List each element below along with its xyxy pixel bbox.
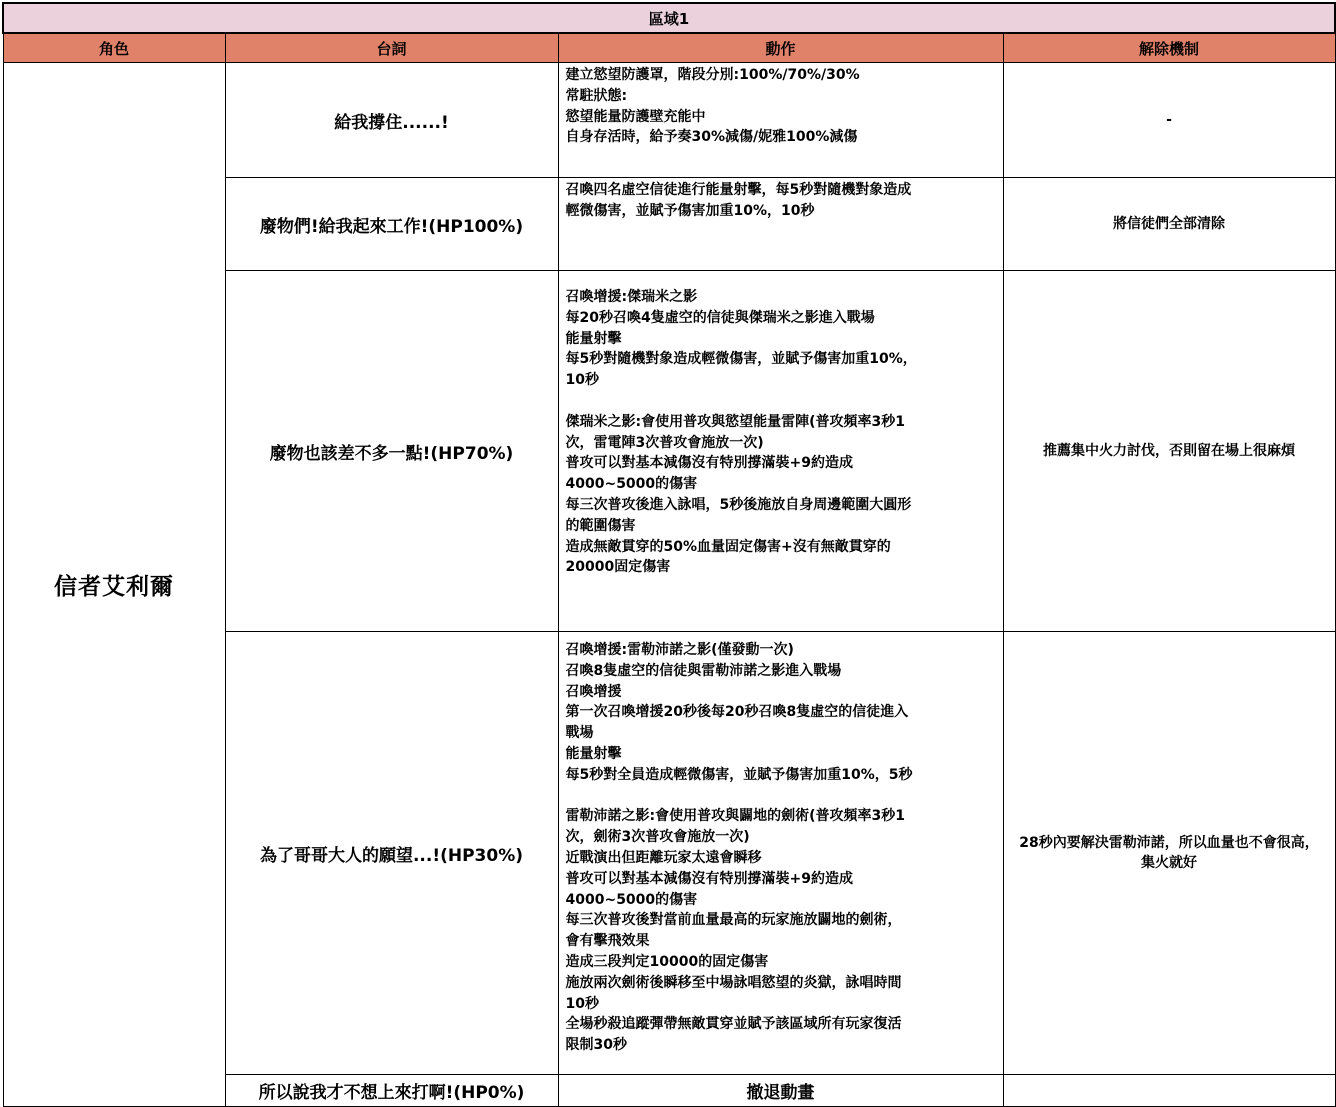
line-cell[interactable]: 所以說我才不想上來打啊!(HP0%) (225, 1075, 558, 1107)
header-role[interactable]: 角色 (3, 33, 225, 63)
line-cell[interactable]: 為了哥哥大人的願望...!(HP30%) (225, 632, 558, 1075)
action-cell[interactable]: 召喚增援:傑瑞米之影 每20秒召喚4隻虛空的信徒與傑瑞米之影進入戰場 能量射擊 每5秒對隨機對象造成輕微傷害，並賦予傷害加重10%， 10秒 傑瑞米之影:會使用普攻與慾望能量雷陣(普攻頻率3秒1 次，雷電陣3次普攻會施放一次) 普攻可以對基本減傷沒有特別撐滿裝+9約造成 4000~5000的傷害 每三次普攻後進入詠唱，5秒後施放自身周邊範圍大圓形 的範圍傷害 造成無敵貫穿的50%血量固定傷害+沒有無敵貫穿的 20000固定傷害 (558, 271, 1003, 632)
line-cell[interactable]: 廢物也該差不多一點!(HP70%) (225, 271, 558, 632)
area-title[interactable]: 區域1 (3, 3, 1335, 33)
remedy-cell[interactable]: 將信徒們全部清除 (1003, 178, 1335, 271)
table-row (3, 63, 1335, 178)
remedy-cell[interactable]: 28秒內要解決雷勒沛諾，所以血量也不會很高，集火就好 (1003, 632, 1335, 1075)
action-cell[interactable]: 建立慾望防護罩，階段分別:100%/70%/30% 常駐狀態: 慾望能量防護壁充能中 自身存活時，給予奏30%減傷/妮雅100%減傷 (558, 63, 1003, 178)
role-cell[interactable]: 信者艾利爾 (3, 63, 225, 1107)
remedy-cell[interactable] (1003, 1075, 1335, 1107)
header-action[interactable]: 動作 (558, 33, 1003, 63)
action-cell[interactable]: 召喚增援:雷勒沛諾之影(僅發動一次) 召喚8隻虛空的信徒與雷勒沛諾之影進入戰場 召喚增援 第一次召喚增援20秒後每20秒召喚8隻虛空的信徒進入 戰場 能量射擊 每5秒對全員造成輕微傷害，並賦予傷害加重10%，5秒 雷勒沛諾之影:會使用普攻與闢地的劍術(普攻頻率3秒1 次，劍術3次普攻會施放一次) 近戰演出但距離玩家太遠會瞬移 普攻可以對基本減傷沒有特別撐滿裝+9約造成 4000~5000的傷害 每三次普攻後對當前血量最高的玩家施放闢地的劍術， 會有擊飛效果 造成三段判定10000的固定傷害 施放兩次劍術後瞬移至中場詠唱慾望的炎獄，詠唱時間 10秒 全場秒殺追蹤彈帶無敵貫穿並賦予該區域所有玩家復活 限制30秒 (558, 632, 1003, 1075)
action-cell[interactable]: 撤退動畫 (558, 1075, 1003, 1107)
action-cell[interactable]: 召喚四名虛空信徒進行能量射擊，每5秒對隨機對象造成 輕微傷害，並賦予傷害加重10%，10秒 (558, 178, 1003, 271)
header-remedy[interactable]: 解除機制 (1003, 33, 1335, 63)
header-line[interactable]: 台詞 (225, 33, 558, 63)
header-row (3, 33, 1335, 63)
line-cell[interactable]: 廢物們!給我起來工作!(HP100%) (225, 178, 558, 271)
boss-mechanics-table (2, 2, 1336, 1107)
line-cell[interactable]: 給我撐住......! (225, 63, 558, 178)
remedy-cell[interactable]: 推薦集中火力討伐，否則留在場上很麻煩 (1003, 271, 1335, 632)
remedy-cell[interactable]: - (1003, 63, 1335, 178)
spreadsheet (2, 2, 1336, 1107)
